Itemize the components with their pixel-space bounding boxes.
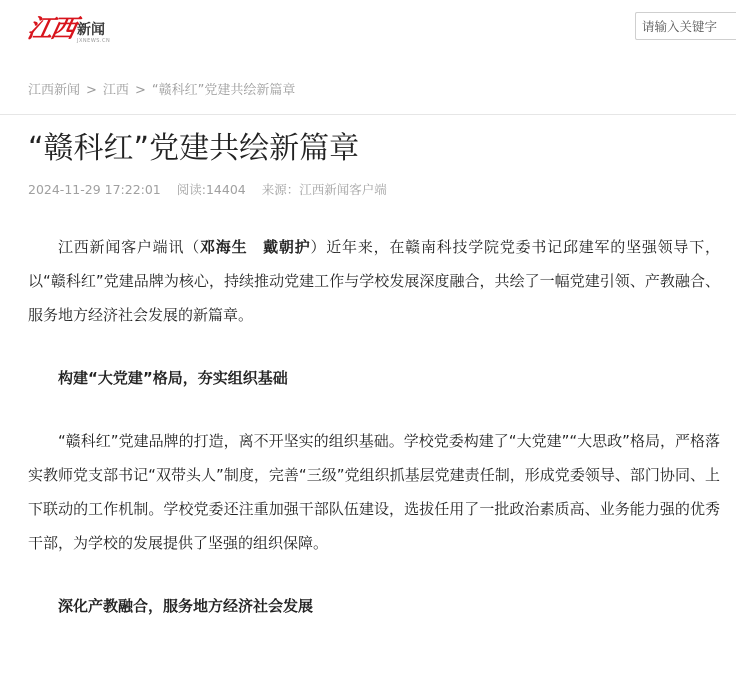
publish-time: 2024-11-29 17:22:01 — [28, 182, 161, 197]
logo-url: JXNEWS.CN — [77, 38, 111, 44]
breadcrumb-link-home[interactable]: 江西新闻 — [28, 83, 81, 98]
logo-name: 新闻 — [77, 22, 106, 38]
logo-side — [77, 22, 110, 44]
site-logo[interactable] — [25, 10, 111, 44]
intro-lead: 江西新闻客户端讯（ — [58, 238, 201, 256]
logo-script-text: 江西 — [25, 14, 78, 43]
breadcrumb-separator: > — [134, 83, 146, 98]
read-count-value: 14404 — [205, 182, 246, 197]
paragraph-gap — [28, 332, 720, 361]
paragraph-gap — [28, 395, 720, 424]
read-count — [177, 182, 246, 197]
site-header — [0, 0, 736, 52]
paragraph-intro — [28, 230, 720, 332]
paragraph-gap — [28, 560, 720, 589]
breadcrumb-link-jiangxi[interactable]: 江西 — [102, 83, 129, 98]
paragraph-2: “赣科红”党建品牌的打造，离不开坚实的组织基础。学校党委构建了“大党建”“大思政”格局，严格落实教师党支部书记“双带头人”制度，完善“三级”党组织抓基层党建责任制，形成党委领导、部门协同、上下联动的工作机制。学校党委还注重加强干部队伍建设，选拔任用了一批政治素质高、业务能力强的优秀干部，为学校的发展提供了坚强的组织保障。 — [28, 432, 720, 552]
breadcrumb — [28, 82, 295, 100]
article-title: “赣科红”党建共绘新篇章 — [28, 131, 360, 166]
source-label: 来源： — [261, 182, 300, 197]
intro-rest: ）近年来，在赣南科技学院党委书记邱建军的坚强领导下，以“赣科红”党建品牌为核心，持续推动党建工作与学校发展深度融合，共绘了一幅党建引领、产教融合、服务地方经济社会发展的新篇章。 — [28, 238, 720, 324]
article-body — [28, 230, 720, 623]
section-heading-1: 构建“大党建”格局，夯实组织基础 — [58, 369, 288, 387]
breadcrumb-separator: > — [86, 83, 97, 98]
author-names: 邓海生 戴朝护 — [200, 238, 311, 256]
header-divider — [0, 114, 736, 115]
search-input[interactable] — [635, 12, 736, 40]
source-value: 江西新闻客户端 — [299, 182, 387, 197]
article-meta — [28, 181, 399, 199]
read-count-label: 阅读: — [176, 182, 206, 197]
article-source — [262, 182, 387, 197]
section-heading-2: 深化产教融合，服务地方经济社会发展 — [58, 597, 314, 615]
breadcrumb-current: “赣科红”党建共绘新篇章 — [151, 83, 296, 98]
